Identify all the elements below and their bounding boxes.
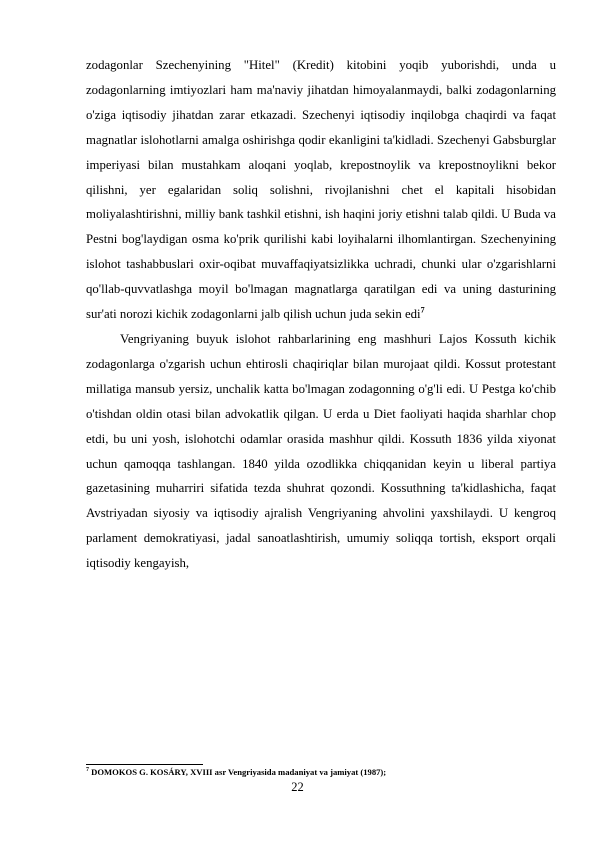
footnote-separator bbox=[86, 764, 203, 765]
page-number: 22 bbox=[291, 780, 304, 794]
footnote-number: 7 bbox=[86, 767, 89, 774]
footnote bbox=[86, 767, 556, 778]
paragraph-2 bbox=[86, 327, 556, 576]
footnote-reference[interactable]: 7 bbox=[420, 305, 425, 315]
body-text bbox=[86, 53, 556, 576]
footnote-text: DOMOKOS G. KOSÁRY, XVIII asr Vengriyasida madaniyat va jamiyat (1987); bbox=[89, 767, 387, 777]
paragraph-1 bbox=[86, 53, 556, 327]
paragraph-1-text: zodagonlar Szechenyining "Hitel" (Kredit) kitobini yoqib yuborishdi, unda u zodagonlarning imtiyozlari ham ma'naviy jihatdan himoyalanmaydi, balki zodagonlarning o'ziga iqtisodiy jihatdan zarar etkazadi. Szechenyi iqtisodiy inqilobga chaqirdi va faqat magnatlar islohotlarni amalga oshirishga qodir ekanligini ta'kidladi. Szechenyi Gabsburglar imperiyasi bilan mustahkam aloqani yoqlab, krepostnoylik va krepostnoylikni bekor qilishni, yer egalaridan soliq solishni, rivojlanishni chet el kapitali hisobidan moliyalashtirishni, milliy bank tashkil etishni, ish haqini joriy etishni talab qildi. U Buda va Pestni bog'laydigan osma ko'prik qurilishi kabi loyihalarni ilhomlantirgan. Szechenyining islohot tashabbuslari oxir-oqibat muvaffaqiyatsizlikka uchradi, chunki ular o'zgarishlarni qo'llab-quvvatlashga moyil bo'lmagan magnatlarga qaratilgan edi va uning dasturining sur'ati norozi kichik zodagonlarni jalb qilish uchun juda sekin edi bbox=[86, 58, 556, 322]
paragraph-2-text: Vengriyaning buyuk islohot rahbarlarining eng mashhuri Lajos Kossuth kichik zodagonlarga o'zgarish uchun ehtirosli chaqiriqlar bilan murojaat qildi. Kossut protestant millatiga mansub yersiz, unchalik katta bo'lmagan zodagonning o'g'li edi. U Pestga ko'chib o'tishdan oldin otasi bilan advokatlik qilgan. U erda u Diet faoliyati haqida sharhlar chop etdi, bu uni yosh, islohotchi odamlar orasida mashhur qildi. Kossuth 1836 yilda xiyonat uchun qamoqqa tashlangan. 1840 yilda ozodlikka chiqqanidan keyin u liberal partiya gazetasining muharriri sifatida tezda shuhrat qozondi. Kossuthning ta'kidlashicha, faqat Avstriyadan siyosiy va iqtisodiy ajralish Vengriyaning ahvolini yaxshilaydi. U kengroq parlament demokratiyasi, jadal sanoatlashtirish, umumiy soliqqa tortish, eksport orqali iqtisodiy kengayish, bbox=[86, 331, 556, 571]
